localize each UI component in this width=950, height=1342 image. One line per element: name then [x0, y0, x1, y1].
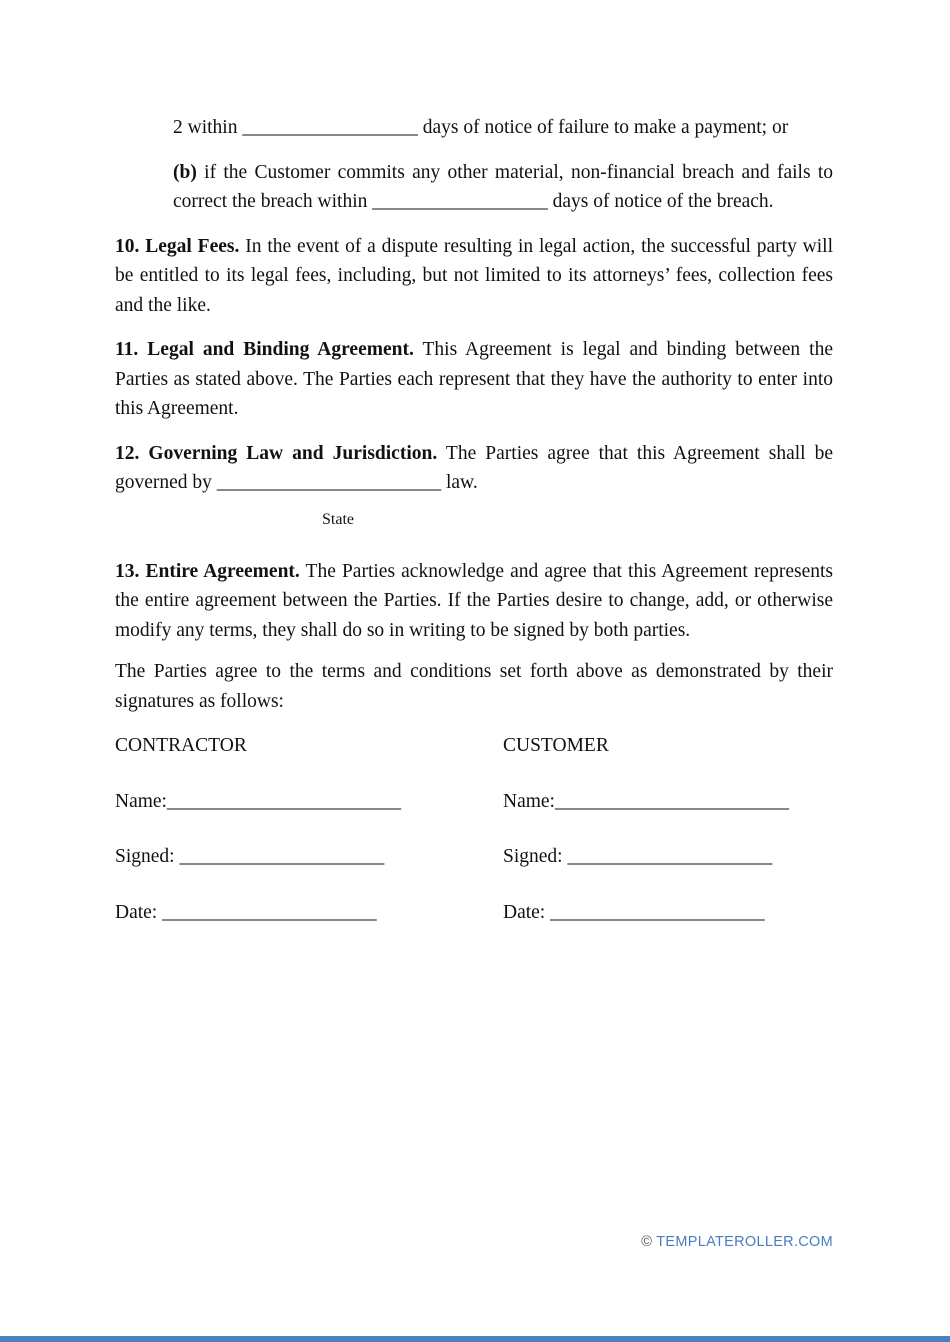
clause-b-paragraph	[173, 158, 833, 217]
closing-paragraph: The Parties agree to the terms and conditions set forth above as demonstrated by their signatures as follows:	[115, 661, 833, 712]
fill-blank-payment-days: __________________	[242, 117, 418, 138]
customer-signed-label: Signed:	[503, 846, 563, 867]
contractor-header: CONTRACTOR	[115, 735, 247, 756]
section-13-title: 13. Entire Agreement.	[115, 560, 300, 582]
section-12-tail: law.	[445, 472, 478, 493]
section-13-entire-agreement	[115, 557, 833, 646]
section-13-body: The Parties acknowledge and agree that this Agreement represents the entire agreement between the Parties. If the Parties desire to change, add, or otherwise modify any terms, they shall do so in writing to be signed by both parties.	[115, 560, 834, 641]
customer-date-label: Date:	[503, 901, 546, 923]
contractor-date-row	[115, 898, 503, 928]
contractor-date-blank: ______________________	[162, 901, 377, 923]
fill-blank-state: _______________________	[216, 472, 442, 493]
contractor-signed-blank: _____________________	[179, 846, 385, 867]
customer-name-label: Name:	[503, 790, 555, 812]
clause-payment-line	[173, 113, 833, 143]
customer-name-row	[503, 787, 833, 817]
bottom-accent-bar	[0, 1336, 950, 1342]
clause-payment-lead: 2 within	[173, 117, 238, 138]
customer-date-blank: ______________________	[550, 901, 765, 923]
signature-block	[115, 731, 833, 927]
customer-column	[503, 731, 833, 927]
page-footer	[641, 1234, 833, 1250]
clause-b-text: if the Customer commits any other material, non-financial breach and fails to correct the breach within	[173, 161, 834, 212]
section-12-title: 12. Governing Law and Jurisdiction.	[115, 442, 438, 464]
contractor-name-label: Name:	[115, 790, 167, 812]
customer-signed-row	[503, 842, 833, 872]
section-11-body: This Agreement is legal and binding between the Parties as stated above. The Parties each represent that they have the authority to enter into this Agreement.	[115, 339, 833, 419]
customer-name-blank: ________________________	[554, 790, 789, 812]
section-11-legal-binding	[115, 335, 833, 424]
clause-b-marker: (b)	[173, 161, 197, 183]
contractor-date-label: Date:	[115, 901, 158, 923]
section-10-legal-fees	[115, 232, 833, 321]
section-10-body: In the event of a dispute resulting in legal action, the successful party will be entitled to its legal fees, including, but not limited to its attorneys’ fees, collection fees and the like.	[115, 235, 834, 316]
section-11-title: 11. Legal and Binding Agreement.	[115, 339, 414, 360]
section-12-governing-law	[115, 439, 833, 498]
fill-blank-breach-days: __________________	[372, 191, 548, 212]
section-12-body: The Parties agree that this Agreement shall be governed by	[115, 442, 834, 493]
clause-payment-tail: days of notice of failure to make a payment; or	[422, 117, 789, 138]
clause-b-tail: days of notice of the breach.	[552, 191, 774, 212]
contractor-signed-row	[115, 842, 503, 872]
contractor-name-row	[115, 787, 503, 817]
contractor-column	[115, 731, 503, 927]
section-10-title: 10. Legal Fees.	[115, 235, 240, 257]
customer-date-row	[503, 898, 833, 928]
state-blank-caption: State	[322, 510, 354, 528]
customer-header: CUSTOMER	[503, 735, 609, 756]
customer-signed-blank: _____________________	[567, 846, 773, 867]
document-content	[0, 113, 950, 927]
templateroller-link[interactable]: TEMPLATEROLLER.COM	[656, 1234, 833, 1250]
contractor-name-blank: ________________________	[166, 790, 401, 812]
copyright-symbol: ©	[641, 1234, 653, 1250]
contractor-signed-label: Signed:	[115, 846, 175, 867]
